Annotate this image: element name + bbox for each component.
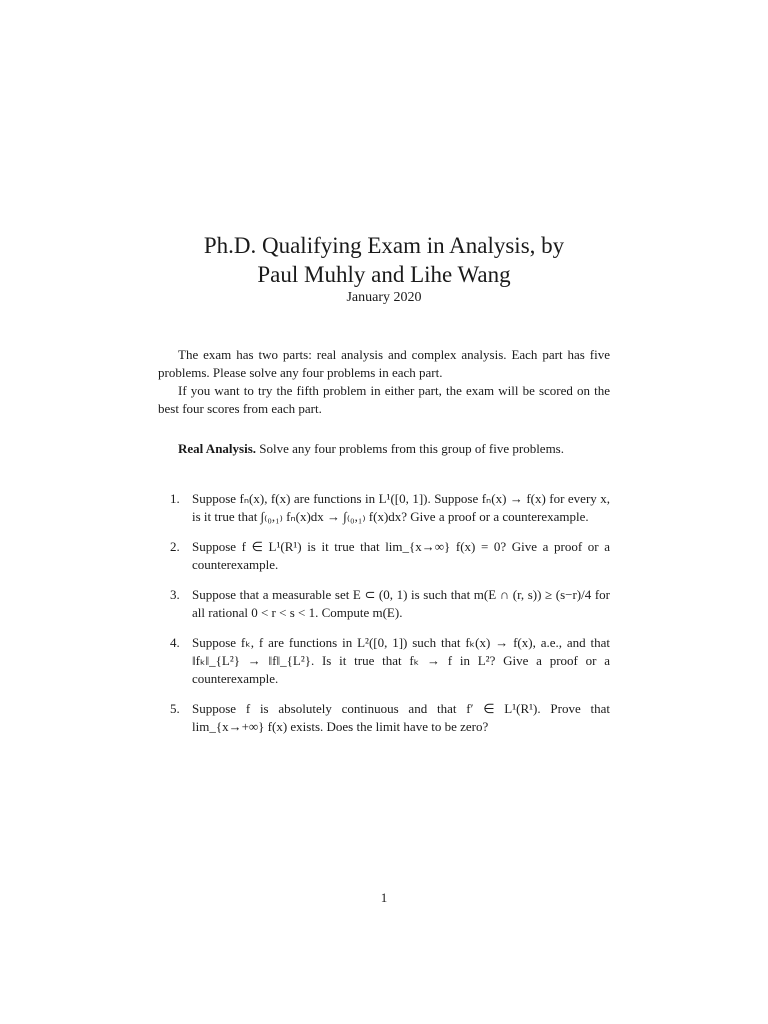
instructions (158, 346, 610, 418)
problem-number: 2. (170, 539, 180, 554)
title-line-2: Paul Muhly and Lihe Wang (257, 262, 511, 288)
exam-date: January 2020 (346, 290, 422, 305)
problem-text: Suppose f is absolutely continuous and that f′ ∈ L¹(R¹). Prove that lim_{x→+∞} f(x) exists. Does the limit have to be zero? (192, 701, 610, 734)
title-line-1: Ph.D. Qualifying Exam in Analysis, by (203, 233, 565, 259)
problem-item (170, 490, 610, 526)
problem-number: 4. (170, 635, 180, 650)
problem-number: 1. (170, 491, 180, 506)
problem-item (170, 538, 610, 574)
section-text: Solve any four problems from this group of five problems. (259, 441, 564, 456)
problem-text: Suppose f ∈ L¹(R¹) is it true that lim_{x→∞} f(x) = 0? Give a proof or a counterexample. (192, 539, 610, 572)
section-heading: Real Analysis. (178, 441, 257, 456)
section-intro (158, 440, 610, 458)
problem-number: 5. (170, 701, 180, 716)
problem-list (170, 490, 610, 748)
real-analysis-section (158, 440, 610, 458)
exam-title (120, 231, 648, 289)
problem-item (170, 700, 610, 736)
page-number: 1 (380, 890, 388, 905)
problem-text: Suppose fₙ(x), f(x) are functions in L¹([0, 1]). Suppose fₙ(x) → f(x) for every x, is it true that ∫₍₀,₁₎ fₙ(x)dx → ∫₍₀,₁₎ f(x)dx? Give a proof or a counterexample. (192, 491, 610, 524)
instructions-paragraph-1: The exam has two parts: real analysis and complex analysis. Each part has five problems. Please solve any four problems in each part. (158, 347, 610, 380)
problem-text: Suppose that a measurable set E ⊂ (0, 1) is such that m(E ∩ (r, s)) ≥ (s−r)/4 for all rational 0 < r < s < 1. Compute m(E). (192, 587, 610, 620)
problem-text: Suppose fₖ, f are functions in L²([0, 1]) such that fₖ(x) → f(x), a.e., and that ‖fₖ‖_{L²} → ‖f‖_{L²}. Is it true that fₖ → f in L²? Give a proof or a counterexample. (192, 635, 610, 686)
instructions-paragraph-2: If you want to try the fifth problem in either part, the exam will be scored on the best four scores from each part. (158, 383, 610, 416)
problem-number: 3. (170, 587, 180, 602)
problem-item (170, 634, 610, 688)
problem-item (170, 586, 610, 622)
